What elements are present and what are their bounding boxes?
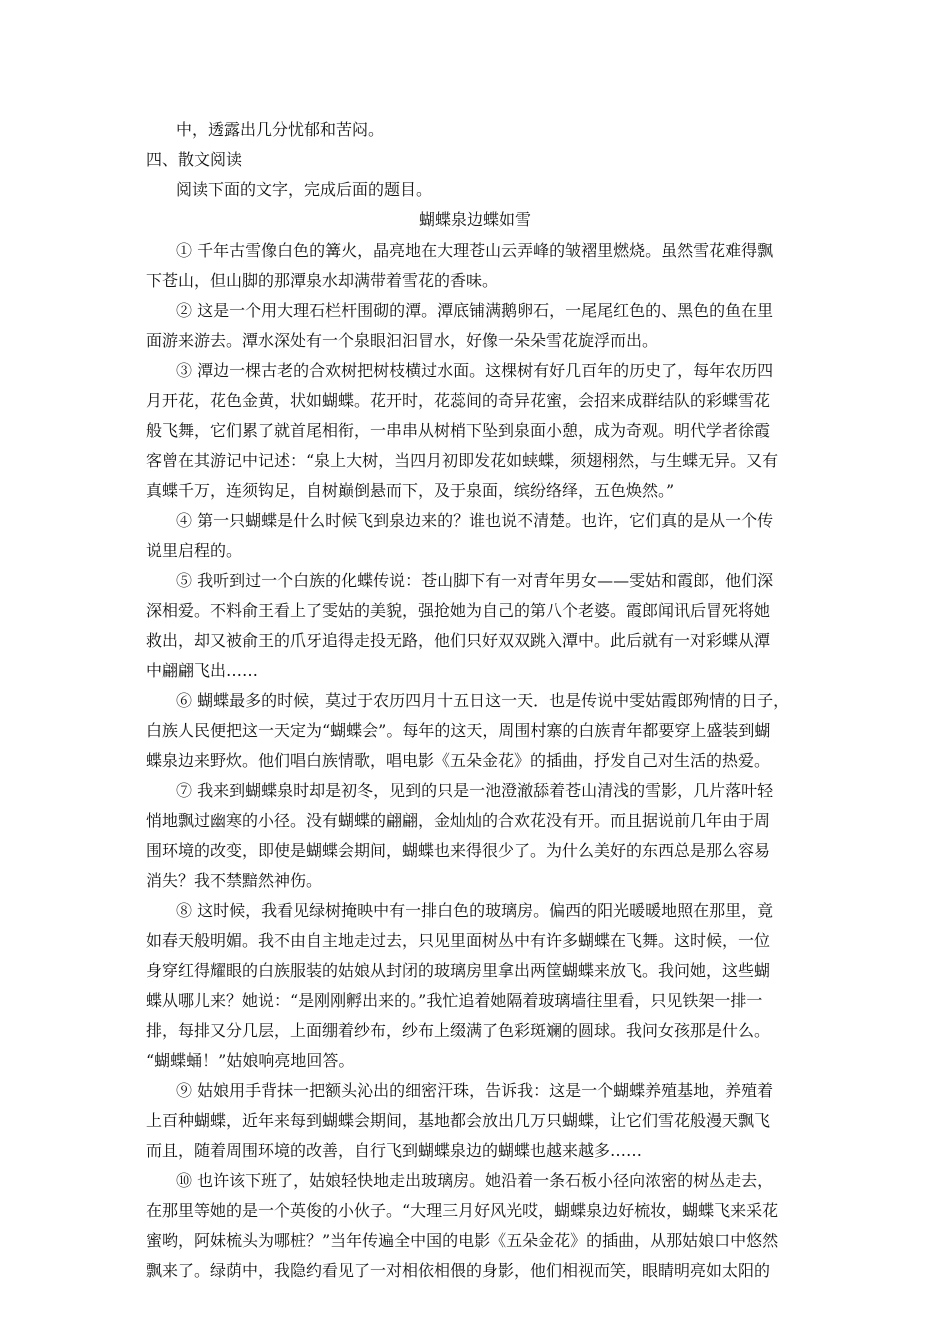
paragraph-10-line: 飘来了。绿荫中，我隐约看见了一对相依相偎的身影，他们相视而笑，眼睛明亮如太阳的 <box>146 1261 771 1280</box>
paragraph-5-line: ⑤ 我听到过一个白族的化蝶传说：苍山脚下有一对青年男女——雯姑和霞郎，他们深 <box>176 571 774 590</box>
paragraph-7-line: 围环境的改变，即使是蝴蝶会期间，蝴蝶也来得很少了。为什么美好的东西总是那么容易 <box>146 841 771 860</box>
paragraph-2-line: 面游来游去。潭水深处有一个泉眼汩汩冒水，好像一朵朵雪花旋浮而出。 <box>146 331 659 350</box>
paragraph-5-line: 救出，却又被俞王的爪牙追得走投无路，他们只好双双跳入潭中。此后就有一对彩蝶从潭 <box>146 631 771 650</box>
paragraph-8-line: 排，每排又分几层，上面绷着纱布，纱布上缀满了色彩斑斓的圆球。我问女孩那是什么。 <box>146 1021 771 1040</box>
paragraph-7-line: ⑦ 我来到蝴蝶泉时却是初冬，见到的只是一池澄澈舔着苍山清浅的雪影，几片落叶轻 <box>176 781 774 800</box>
instruction-text: 阅读下面的文字，完成后面的题目。 <box>176 180 433 199</box>
paragraph-9-line: 上百种蝴蝶，近年来每到蝴蝶会期间，基地都会放出几万只蝴蝶，让它们雪花般漫天飘飞 <box>146 1111 771 1130</box>
paragraph-4-line: 说里启程的。 <box>146 541 243 560</box>
paragraph-10-line: 蜜哟，阿妹梳头为哪桩？”当年传遍全中国的电影《五朵金花》的插曲，从那姑娘口中悠然 <box>146 1231 779 1250</box>
paragraph-7-line: 消失？我不禁黯然神伤。 <box>146 871 323 890</box>
paragraph-9-line: 而且，随着周围环境的改善，自行飞到蝴蝶泉边的蝴蝶也越来越多…… <box>146 1141 643 1160</box>
paragraph-8-line: “蝴蝶蛹！”姑娘响亮地回答。 <box>146 1051 355 1070</box>
paragraph-3-line: 般飞舞，它们累了就首尾相衔，一串串从树梢下坠到泉面小憩，成为奇观。明代学者徐霞 <box>146 421 771 440</box>
paragraph-8-line: 身穿红得耀眼的白族服装的姑娘从封闭的玻璃房里拿出两筐蝴蝶来放飞。我问她，这些蝴 <box>146 961 771 980</box>
paragraph-6-line: 蝶泉边来野炊。他们唱白族情歌，唱电影《五朵金花》的插曲，抒发自己对生活的热爱。 <box>146 751 771 770</box>
paragraph-10-line: ⑩ 也许该下班了，姑娘轻快地走出玻璃房。她沿着一条石板小径向浓密的树丛走去， <box>176 1171 774 1190</box>
paragraph-2-line: ② 这是一个用大理石栏杆围砌的潭。潭底铺满鹅卵石，一尾尾红色的、黑色的鱼在里 <box>176 301 774 320</box>
section-heading: 四、散文阅读 <box>146 150 243 169</box>
paragraph-3-line: 月开花，花色金黄，状如蝴蝶。花开时，花蕊间的奇异花蜜，会招来成群结队的彩蝶雪花 <box>146 391 771 410</box>
paragraph-1-line: ① 千年古雪像白色的篝火，晶亮地在大理苍山云弄峰的皱褶里燃烧。虽然雪花难得飘 <box>176 241 774 260</box>
paragraph-1-line: 下苍山，但山脚的那潭泉水却满带着雪花的香味。 <box>146 271 499 290</box>
paragraph-5-line: 中翩翩飞出…… <box>146 661 259 680</box>
paragraph-8-line: ⑧ 这时候，我看见绿树掩映中有一排白色的玻璃房。偏西的阳光暖暖地照在那里，竟 <box>176 901 774 920</box>
essay-title: 蝴蝶泉边蝶如雪 <box>418 210 531 229</box>
text-line: 中，透露出几分忧郁和苦闷。 <box>176 120 385 139</box>
paragraph-3-line: 客曾在其游记中记述：“泉上大树，当四月初即发花如蛱蝶，须翅栩然，与生蝶无异。又有 <box>146 451 779 470</box>
paragraph-6-line: 白族人民便把这一天定为“蝴蝶会”。每年的这天，周围村寨的白族青年都要穿上盛装到蝴 <box>146 721 771 740</box>
paragraph-8-line: 如春天般明媚。我不由自主地走过去，只见里面树丛中有许多蝴蝶在飞舞。这时候，一位 <box>146 931 771 950</box>
paragraph-7-line: 悄地飘过幽寒的小径。没有蝴蝶的翩翩，金灿灿的合欢花没有开。而且据说前几年由于周 <box>146 811 771 830</box>
paragraph-3-line: ③ 潭边一棵古老的合欢树把树枝横过水面。这棵树有好几百年的历史了，每年农历四 <box>176 361 774 380</box>
paragraph-10-line: 在那里等她的是一个英俊的小伙子。“大理三月好风光哎，蝴蝶泉边好梳妆，蝴蝶飞来采花 <box>146 1201 779 1220</box>
paragraph-3-line: 真蝶千万，连须钩足，自树巅倒悬而下，及于泉面，缤纷络绎，五色焕然。” <box>146 481 675 500</box>
paragraph-5-line: 深相爱。不料俞王看上了雯姑的美貌，强抢她为自己的第八个老婆。霞郎闻讯后冒死将她 <box>146 601 771 620</box>
paragraph-8-line: 蝶从哪儿来？她说：“是刚刚孵出来的。”我忙追着她隔着玻璃墙往里看，只见铁架一排一 <box>146 991 763 1010</box>
paragraph-6-line: ⑥ 蝴蝶最多的时候，莫过于农历四月十五日这一天．也是传说中雯姑霞郎殉情的日子， <box>176 691 790 710</box>
paragraph-9-line: ⑨ 姑娘用手背抹一把额头沁出的细密汗珠，告诉我：这是一个蝴蝶养殖基地，养殖着 <box>176 1081 774 1100</box>
paragraph-4-line: ④ 第一只蝴蝶是什么时候飞到泉边来的？谁也说不清楚。也许，它们真的是从一个传 <box>176 511 774 530</box>
